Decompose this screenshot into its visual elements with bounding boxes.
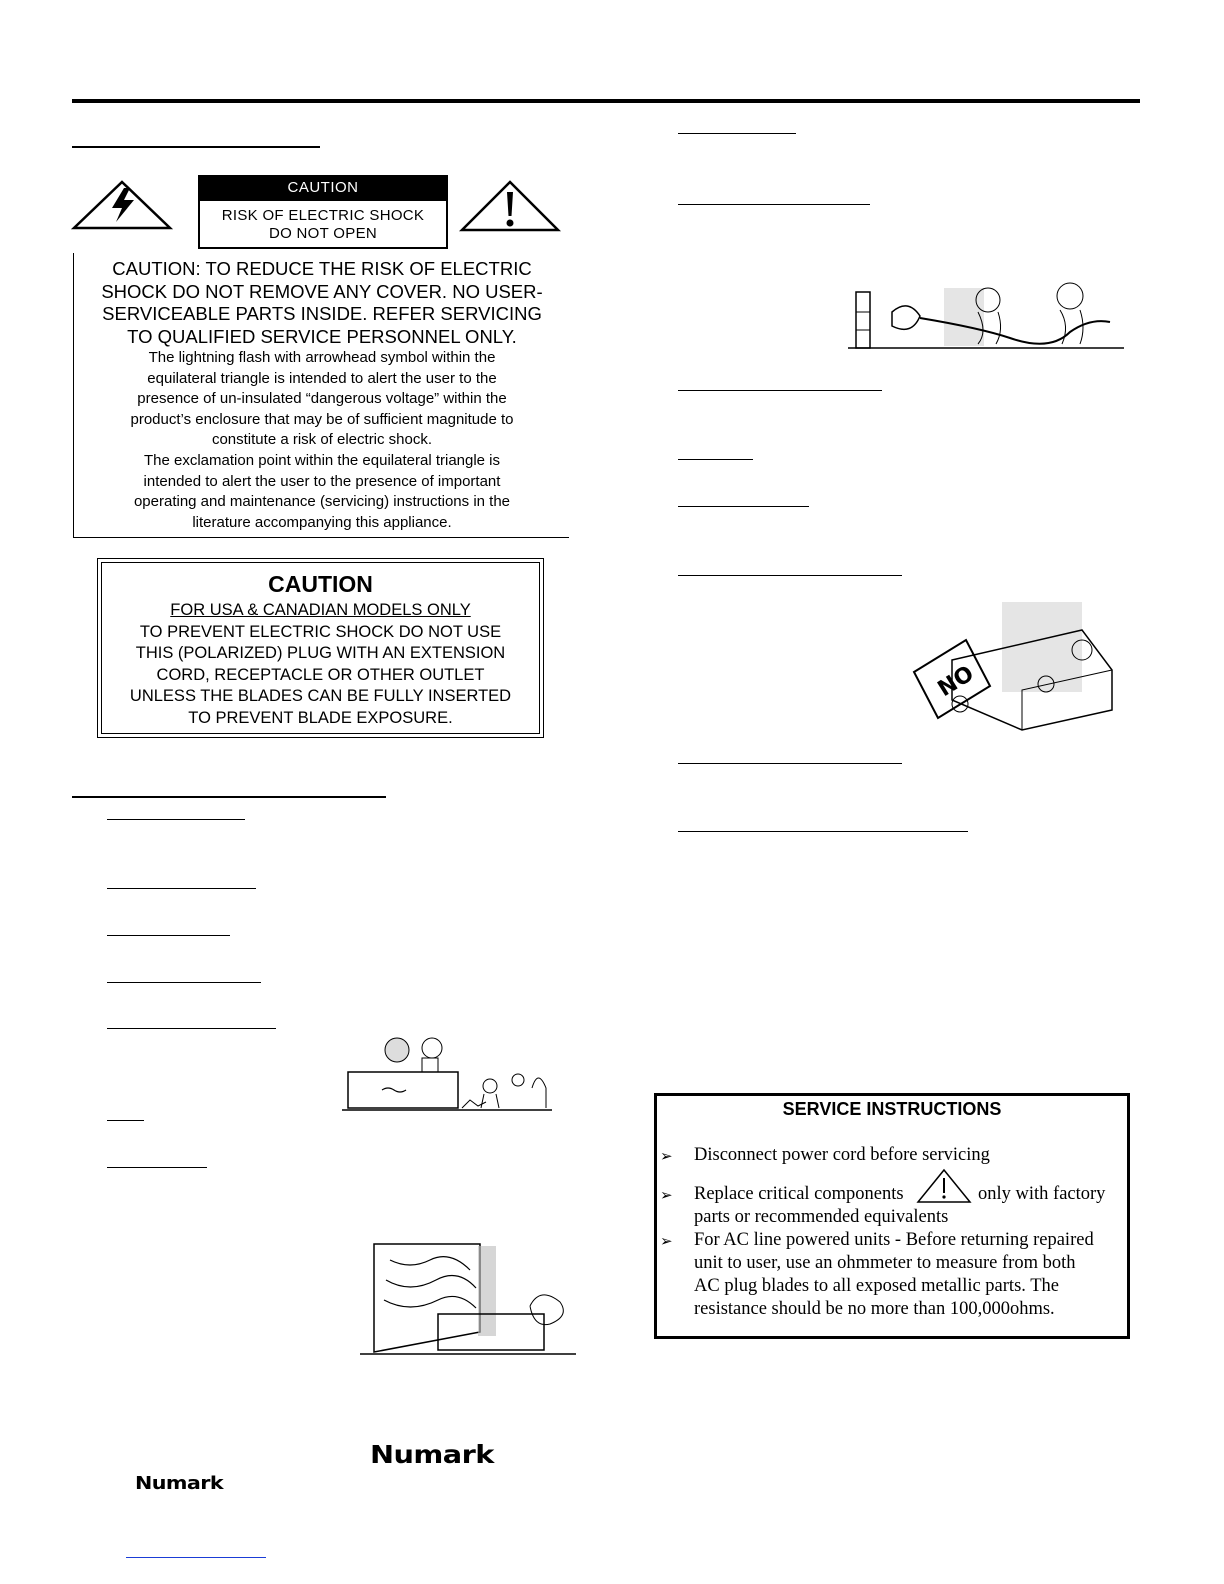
warning-main-text: CAUTION: TO REDUCE THE RISK OF ELECTRIC SHOCK DO NOT REMOVE ANY COVER. NO USER- SERVICEABLE PARTS INSIDE. REFER SERVICING TO QUALIFIED SERVICE PERSONNEL ONLY.: [101, 258, 543, 347]
item-heading-underline: [678, 763, 902, 764]
item-heading-underline: [678, 390, 882, 391]
polarized-plug-caution-text: CAUTION FOR USA & CANADIAN MODELS ONLY TO PREVENT ELECTRIC SHOCK DO NOT USE THIS (POLARIZED) PLUG WITH AN EXTENSION CORD, RECEPTACLE OR OTHER OUTLET UNLESS THE BLADES CAN BE FULLY INSERTED TO PREVENT BLADE EXPOSURE.: [97, 570, 544, 729]
service-item-1: Disconnect power cord before servicing: [694, 1145, 990, 1165]
item-heading-underline: [678, 133, 796, 134]
caution-label-body: RISK OF ELECTRIC SHOCK DO NOT OPEN: [221, 207, 425, 242]
caution-box-title: CAUTION: [268, 571, 373, 597]
bullet-arrow-icon: ➢: [660, 1186, 673, 1204]
lightning-warning-icon: [72, 180, 172, 230]
bullet-arrow-icon: ➢: [660, 1147, 673, 1165]
heat-source-illustration: [360, 1240, 578, 1360]
do-not-open-illustration: [912, 600, 1124, 740]
bullet-arrow-icon: ➢: [660, 1232, 673, 1250]
caution-label-header: CAUTION: [200, 177, 446, 201]
top-rule: [72, 99, 1140, 103]
item-heading-underline: [107, 1120, 144, 1121]
item-heading-underline: [678, 204, 870, 205]
item-heading-underline: [678, 831, 968, 832]
item-heading-underline: [107, 1028, 276, 1029]
service-item-2b: only with factory: [978, 1184, 1106, 1204]
item-heading-underline: [107, 935, 230, 936]
numark-logo-large: Numark: [370, 1440, 494, 1469]
item-heading-underline: [107, 888, 256, 889]
link-underline[interactable]: [126, 1557, 266, 1558]
item-heading-underline: [678, 575, 902, 576]
service-item-2c: parts or recommended equivalents: [694, 1207, 949, 1227]
section-heading-underline: [72, 146, 320, 148]
caution-label: [198, 175, 448, 249]
item-heading-underline: [107, 982, 261, 983]
service-item-2a: Replace critical components: [694, 1184, 904, 1204]
warning-triangle-icon: [916, 1168, 972, 1204]
item-heading-underline: [107, 1167, 207, 1168]
item-heading-underline: [107, 819, 245, 820]
numark-logo-small: Numark: [135, 1473, 224, 1494]
svg-text:NO: NO: [933, 661, 979, 703]
exclamation-warning-icon: [460, 180, 560, 232]
warning-explanation-text: The lightning flash with arrowhead symbol within the equilateral triangle is intended to alert the user to the presence of un-insulated “dangerous voltage” within the product’s enclosure that may be of sufficient magnitude to constitute a risk of electric shock. The exclamation point within the equilateral triangle is intended to alert the user to the presence of important operating and maintenance (servicing) instructions in the literature accompanying this appliance.: [130, 349, 514, 531]
water-on-unit-illustration: [342, 1028, 552, 1114]
service-item-3: For AC line powered units - Before returning repaired unit to user, use an ohmmeter to measure from both AC plug blades to all exposed metallic parts. The resistance should be no more than 100,000ohms.: [694, 1230, 1094, 1319]
service-instructions-title: SERVICE INSTRUCTIONS: [782, 1099, 1002, 1119]
power-cord-illustration: [848, 282, 1128, 362]
item-heading-underline: [678, 459, 753, 460]
caution-box-subtitle: FOR USA & CANADIAN MODELS ONLY: [170, 601, 471, 619]
item-heading-underline: [678, 506, 809, 507]
section-heading-underline: [72, 796, 386, 798]
